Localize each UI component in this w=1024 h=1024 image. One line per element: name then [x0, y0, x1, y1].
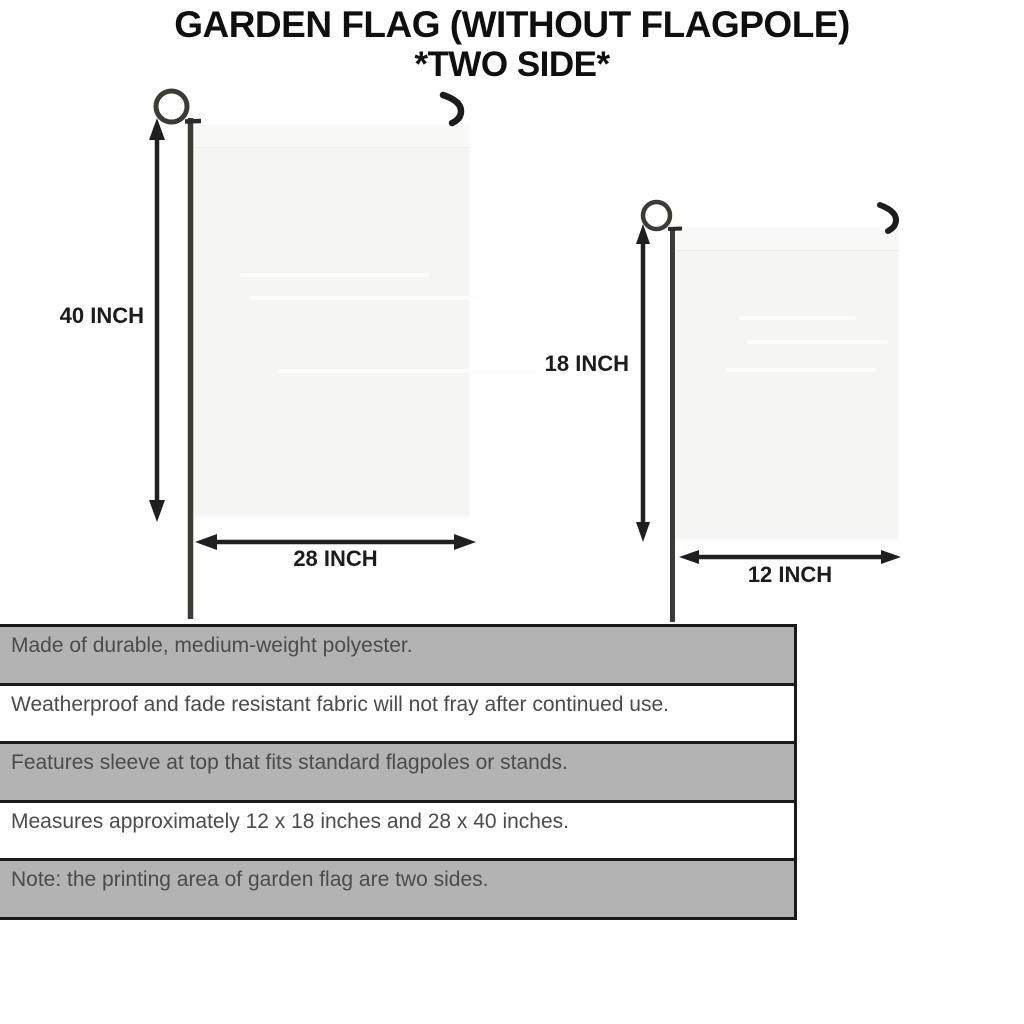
feature-text: Measures approximately 12 x 18 inches and 28 x 40 inches. [11, 809, 569, 833]
large-flag-height-arrow [149, 118, 165, 522]
large-flag-width-label: 28 INCH [293, 546, 378, 571]
feature-text: Note: the printing area of garden flag are two sides. [11, 868, 489, 892]
small-flag-pole [643, 202, 682, 622]
large-flag-height-label: 40 INCH [59, 303, 144, 328]
small-flag-height-label: 18 INCH [544, 351, 629, 376]
large-flag-hook [443, 95, 461, 123]
large-flag-pole-loop [156, 91, 187, 122]
feature-text: Made of durable, medium-weight polyester. [11, 634, 413, 657]
feature-row [0, 858, 794, 917]
feature-row [0, 800, 794, 859]
features-table [0, 624, 797, 920]
page-subtitle: *TWO SIDE* [414, 45, 610, 84]
small-flag-pole-loop [643, 202, 670, 229]
small-flag-hook [880, 205, 896, 231]
feature-row [0, 683, 794, 742]
feature-text: Weatherproof and fade resistant fabric will not fray after continued use. [11, 692, 669, 716]
page-title: GARDEN FLAG (WITHOUT FLAGPOLE) [174, 4, 850, 45]
feature-row [0, 741, 794, 800]
small-flag-height-arrow [636, 224, 650, 542]
feature-text: Features sleeve at top that fits standard flagpoles or stands. [11, 751, 568, 775]
large-flag-pole [156, 91, 201, 619]
feature-row [0, 627, 794, 683]
small-flag-width-label: 12 INCH [747, 562, 833, 587]
